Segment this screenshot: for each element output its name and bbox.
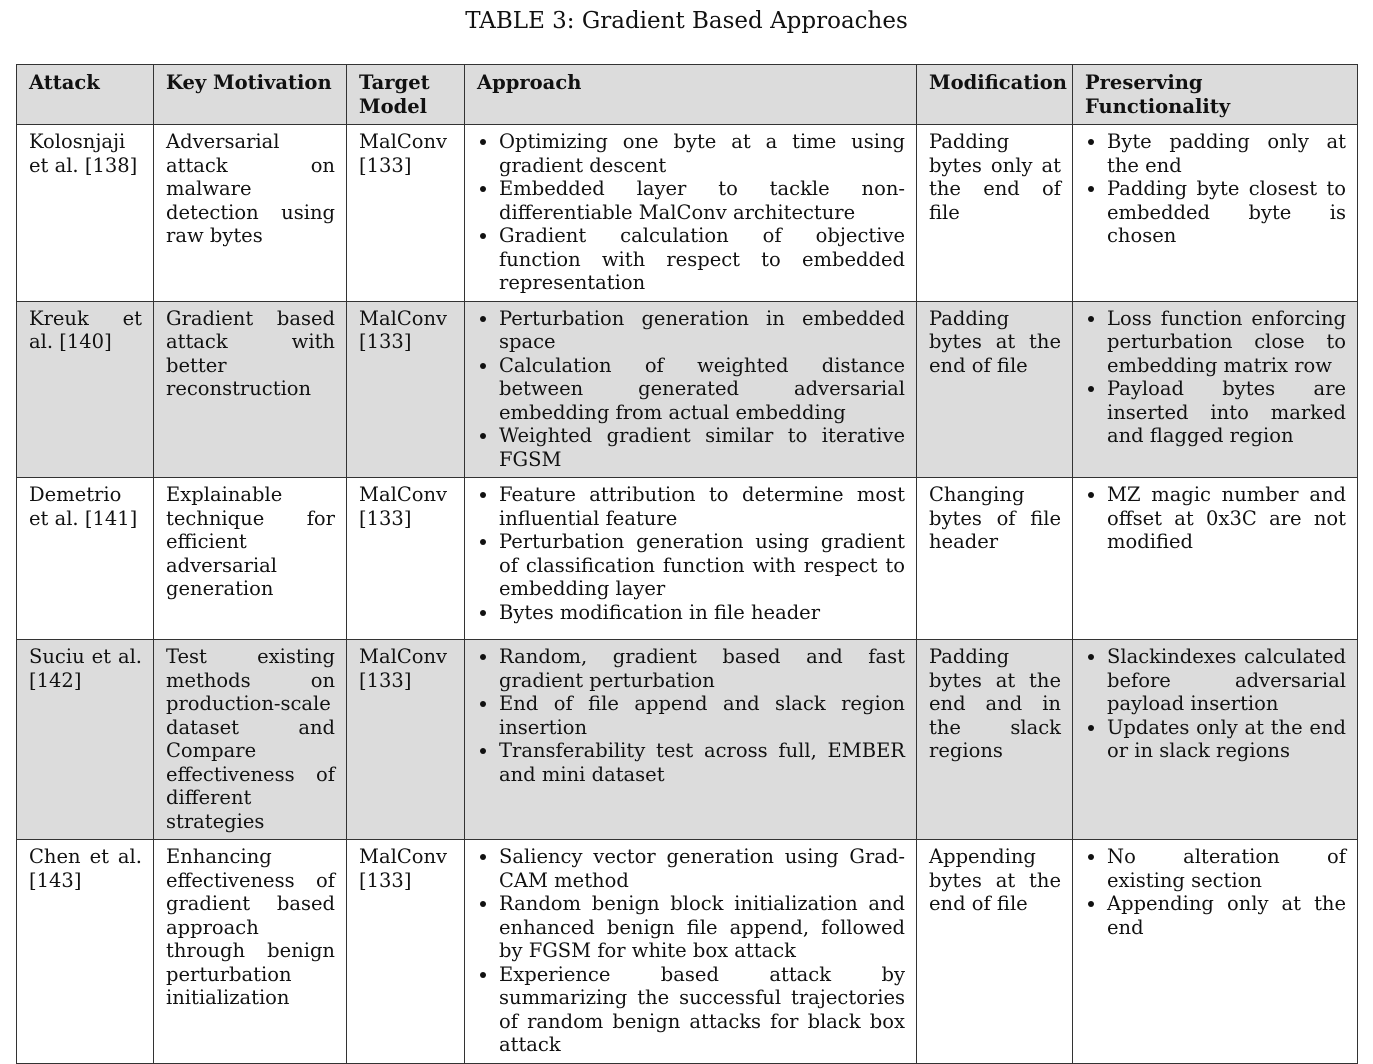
cell-modification: Padding bytes at the end of file [917, 301, 1073, 478]
list-item: • Feature attribution to determine most influential feature [499, 483, 905, 530]
cell-approach [465, 640, 917, 840]
list-item: • Embedded layer to tackle non-differentiable MalConv architecture [499, 177, 905, 224]
cell-modification: Appending bytes at the end of file [917, 840, 1073, 1064]
cell-functionality [1073, 840, 1358, 1064]
table-row [17, 125, 1358, 302]
table-row [17, 478, 1358, 640]
list-item: • Payload bytes are inserted into marked and flagged region [1107, 377, 1346, 448]
header-approach: Approach [465, 65, 917, 125]
header-row [17, 65, 1358, 125]
header-preserving-functionality: Preserving Functionality [1073, 65, 1358, 125]
cell-target: MalConv [133] [347, 478, 465, 640]
list-item: • Bytes modification in file header [499, 601, 905, 625]
list-item: • Experience based attack by summarizing the successful trajectories of random benign attacks for black box attack [499, 963, 905, 1057]
cell-target: MalConv [133] [347, 301, 465, 478]
approach-list [477, 645, 905, 786]
cell-motivation: Enhancing effectiveness of gradient based approach through benign perturbation initialization [154, 840, 347, 1064]
cell-functionality [1073, 125, 1358, 302]
table-caption: TABLE 3: Gradient Based Approaches [465, 8, 908, 34]
cell-approach [465, 840, 917, 1064]
cell-modification: Padding bytes only at the end of file [917, 125, 1073, 302]
cell-modification: Changing bytes of file header [917, 478, 1073, 640]
cell-attack: Demetrio et al. [141] [17, 478, 154, 640]
header-modification: Modification [917, 65, 1073, 125]
gradient-approaches-table [16, 64, 1358, 1064]
functionality-list [1085, 645, 1346, 763]
approach-list [477, 307, 905, 472]
table-row [17, 840, 1358, 1064]
cell-motivation: Gradient based attack with better reconstruction [154, 301, 347, 478]
cell-target: MalConv [133] [347, 840, 465, 1064]
cell-functionality [1073, 301, 1358, 478]
list-item: • Loss function enforcing perturbation close to embedding matrix row [1107, 307, 1346, 378]
table-row [17, 301, 1358, 478]
header-key-motivation: Key Motivation [154, 65, 347, 125]
list-item: • Padding byte closest to embedded byte is chosen [1107, 177, 1346, 248]
list-item: • Random benign block initialization and enhanced benign file append, followed by FGSM for white box attack [499, 892, 905, 963]
cell-target: MalConv [133] [347, 640, 465, 840]
cell-functionality [1073, 640, 1358, 840]
cell-target: MalConv [133] [347, 125, 465, 302]
cell-attack: Kreuk et al. [140] [17, 301, 154, 478]
cell-attack: Suciu et al. [142] [17, 640, 154, 840]
list-item: • Appending only at the end [1107, 892, 1346, 939]
cell-attack: Kolosnjaji et al. [138] [17, 125, 154, 302]
list-item: • Random, gradient based and fast gradient perturbation [499, 645, 905, 692]
cell-motivation: Adversarial attack on malware detection using raw bytes [154, 125, 347, 302]
functionality-list [1085, 130, 1346, 248]
cell-approach [465, 478, 917, 640]
list-item: • MZ magic number and offset at 0x3C are not modified [1107, 483, 1346, 554]
functionality-list [1085, 483, 1346, 554]
list-item: • Transferability test across full, EMBER and mini dataset [499, 739, 905, 786]
list-item: • Updates only at the end or in slack regions [1107, 716, 1346, 763]
list-item: • Perturbation generation using gradient of classification function with respect to embedding layer [499, 530, 905, 601]
functionality-list [1085, 307, 1346, 448]
list-item: • Gradient calculation of objective function with respect to embedded representation [499, 224, 905, 295]
cell-functionality [1073, 478, 1358, 640]
list-item: • Optimizing one byte at a time using gradient descent [499, 130, 905, 177]
approach-list [477, 845, 905, 1057]
list-item: • Perturbation generation in embedded space [499, 307, 905, 354]
cell-approach [465, 125, 917, 302]
functionality-list [1085, 845, 1346, 939]
list-item: • Saliency vector generation using Grad-CAM method [499, 845, 905, 892]
cell-motivation: Explainable technique for efficient adversarial generation [154, 478, 347, 640]
cell-modification: Padding bytes at the end and in the slack regions [917, 640, 1073, 840]
cell-attack: Chen et al. [143] [17, 840, 154, 1064]
list-item: • End of file append and slack region insertion [499, 692, 905, 739]
list-item: • Slackindexes calculated before adversarial payload insertion [1107, 645, 1346, 716]
approach-list [477, 483, 905, 624]
cell-motivation: Test existing methods on production-scale dataset and Compare effectiveness of different strategies [154, 640, 347, 840]
list-item: • Weighted gradient similar to iterative FGSM [499, 424, 905, 471]
list-item: • Byte padding only at the end [1107, 130, 1346, 177]
table-row [17, 640, 1358, 840]
cell-approach [465, 301, 917, 478]
list-item: • Calculation of weighted distance between generated adversarial embedding from actual embedding [499, 354, 905, 425]
header-attack: Attack [17, 65, 154, 125]
list-item: • No alteration of existing section [1107, 845, 1346, 892]
header-target-model: Target Model [347, 65, 465, 125]
approach-list [477, 130, 905, 295]
